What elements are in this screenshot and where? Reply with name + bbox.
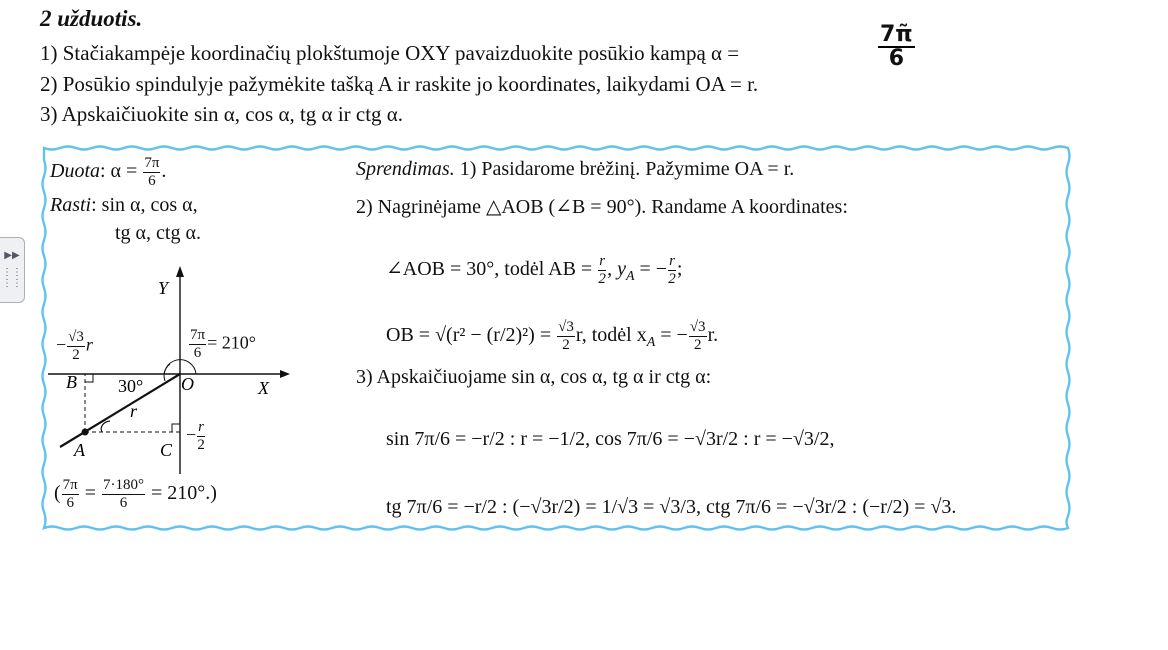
solution-label: Sprendimas. [356, 158, 455, 180]
ab-line [386, 254, 682, 287]
xa-eq: = − [655, 324, 688, 347]
ob-text: OB = √(r² − (r/2)²) = [386, 324, 552, 347]
given-alpha-suffix: . [161, 160, 167, 183]
handwritten-denominator: 6 [888, 46, 905, 71]
find-line-2: tg α, ctg α. [115, 222, 201, 244]
given-alpha-num: 7π [144, 155, 160, 171]
rotation-suffix: = 210° [207, 332, 256, 353]
left-coordinate-label [56, 330, 93, 363]
x-axis-label: X [258, 378, 269, 398]
given-alpha-den: 6 [148, 173, 156, 189]
side-panel-handle[interactable] [0, 237, 25, 303]
xa-subscript: A [646, 335, 656, 351]
ob-fraction [557, 320, 575, 353]
down-frac-den: 2 [197, 437, 205, 453]
left-suffix: r [85, 334, 93, 355]
ya-subscript: A [625, 269, 635, 285]
task-line-1: 1) Stačiakampėje koordinačių plokštumoje OXY pavaizduokite posūkio kampą α = [40, 41, 740, 65]
handwritten-numerator: 7π̃ [880, 22, 913, 47]
conv-f1-den: 6 [66, 495, 74, 511]
point-c-label: C [160, 440, 173, 460]
find-label: Rasti [50, 194, 92, 216]
find-line-1: : sin α, cos α, [91, 194, 198, 216]
rotation-frac-num: 7π [190, 327, 206, 343]
x-axis-arrow [280, 370, 290, 378]
task-line-2: 2) Posūkio spindulyje pažymėkite tašką A ir raskite jo koordinates, laikydami OA = r. [40, 72, 759, 96]
down-fraction [197, 420, 205, 453]
handwritten-angle [878, 24, 915, 70]
solution-step-1: 1) Pasidarome brėžinį. Pažymime OA = r. [454, 158, 795, 180]
degree-conversion [54, 478, 217, 511]
right-angle-c [172, 424, 180, 432]
conv-f2-den: 6 [119, 495, 128, 511]
ab-frac-den: 2 [598, 271, 606, 287]
task-title: 2 užduotis. [40, 6, 143, 31]
ray-r-label: r [130, 401, 138, 421]
task-line-3: 3) Apskaičiuokite sin α, cos α, tg α ir ctg α. [40, 102, 404, 126]
grip-icon-2: ⋮⋮ [2, 278, 22, 289]
ob-frac-den: 2 [562, 337, 570, 353]
down-coordinate-label [186, 420, 206, 453]
ya-eq: = − [634, 258, 668, 281]
tg-ctg-line: tg 7π/6 = −r/2 : (−√3r/2) = 1/√3 = √3/3, ctg 7π/6 = −√3r/2 : (−r/2) = √3. [386, 496, 957, 518]
angle-30-label: 30° [118, 376, 144, 396]
ya-frac-num: r [669, 253, 675, 269]
grip-icon: ⋮⋮ [2, 267, 22, 278]
conv-f2-num: 7·180° [103, 477, 145, 493]
given-label: Duota [50, 160, 100, 183]
solution-frame [40, 144, 1072, 532]
right-angle-b [85, 374, 93, 382]
ya-end: ; [676, 258, 683, 281]
rotation-fraction [189, 328, 206, 361]
sin-cos-line: sin 7π/6 = −r/2 : r = −1/2, cos 7π/6 = −√3r/2 : r = −√3/2, [386, 428, 835, 450]
conv-f1-num: 7π [62, 477, 78, 493]
point-a-label: A [74, 440, 85, 460]
solution-step-2: 2) Nagrinėjame △AOB (∠B = 90°). Randame A koordinates: [356, 196, 848, 218]
solution-step-3: 3) Apskaičiuojame sin α, cos α, tg α ir ctg α: [356, 366, 712, 388]
origin-label: O [181, 374, 194, 394]
xa-text: r, todėl x [575, 324, 647, 347]
y-axis-arrow [176, 266, 184, 277]
rotation-frac-den: 6 [193, 345, 202, 361]
ob-line [386, 320, 718, 353]
conv-fraction-1 [62, 478, 79, 511]
rotation-arrow-head [101, 421, 110, 432]
conv-fraction-2 [102, 478, 145, 511]
y-axis-label: Y [158, 278, 169, 298]
left-frac-num: √3 [68, 329, 84, 345]
conv-eq: = [84, 482, 97, 505]
find-line [50, 194, 198, 217]
given-alpha-fraction [143, 156, 160, 189]
ab-fraction [598, 254, 606, 287]
left-prefix: − [56, 334, 67, 355]
point-b-label: B [66, 372, 77, 392]
conv-open: ( [54, 482, 61, 505]
conv-rest: = 210°.) [151, 482, 217, 505]
down-prefix: − [186, 424, 197, 445]
left-fraction [67, 330, 85, 363]
ab-text: ∠AOB = 30°, todėl AB = [386, 258, 593, 281]
down-frac-num: r [198, 419, 204, 435]
ob-frac-num: √3 [558, 319, 574, 335]
ya-fraction [668, 254, 676, 287]
xa-fraction [689, 320, 707, 353]
expand-arrows-icon: ▶▶ [4, 250, 20, 261]
given-line [50, 156, 166, 189]
ya-text: , y [607, 258, 626, 281]
given-alpha-prefix: : α = [100, 160, 138, 183]
xa-end: r. [707, 324, 719, 347]
angle-30-arc [164, 364, 170, 374]
left-frac-den: 2 [72, 347, 80, 363]
rotation-angle-label [188, 328, 256, 361]
ya-frac-den: 2 [668, 271, 676, 287]
xa-frac-num: √3 [689, 319, 706, 335]
xa-frac-den: 2 [693, 337, 702, 353]
ab-frac-num: r [599, 253, 606, 269]
solution-header [356, 158, 794, 181]
